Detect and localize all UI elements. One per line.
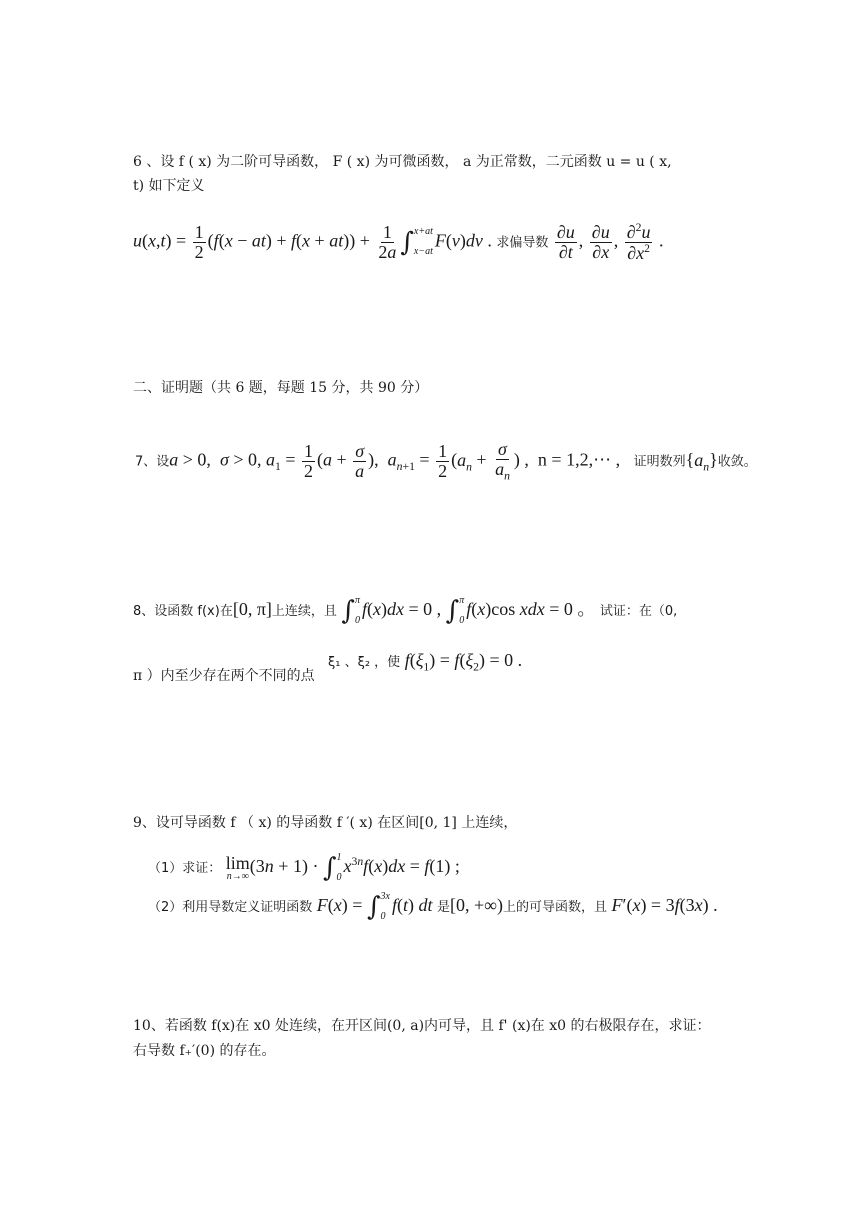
problem-9-part-1: （1）求证： lim n→∞ (3n + 1) · ∫ 1 0 $x^{3n}f(x)dx = f(1)$ ; [148, 851, 460, 883]
problem-7-tail: 收敛。 [717, 454, 757, 470]
problem-10-line-1: 10、若函数 f(x)在 x0 处连续，在开区间(0, a)内可导，且 f' (x)在 x0 的右极限存在，求证： [133, 1018, 711, 1034]
problem-8-points-formula: ξ₁ 、ξ₂ ，使 $f(\xi_1) = f(\xi_2) = 0$ . [328, 650, 523, 674]
problem-7-ask: 证明数列 [633, 454, 686, 470]
problem-6-line-2: t) 如下定义 [133, 178, 205, 194]
problem-8-points: ξ₁ 、ξ₂ ，使 [328, 655, 401, 670]
problem-9-part-1-label: （1）求证： [148, 861, 222, 876]
problem-7-label: 7、设 [135, 454, 170, 470]
problem-7-n-range: n = 1,2,⋯ , [537, 449, 621, 470]
problem-8-label: 8、设函数 f(x)在 [133, 604, 233, 620]
problem-9-line-1: 9、设可导函数 f （ x) 的导函数 f ′( x) 在区间[0, 1] 上连续， [133, 815, 518, 831]
problem-9-part-2-tail: 上的可导函数，且 [502, 900, 607, 916]
problem-8-line-1: 8、设函数 f(x)在[0, π]上连续，且 ∫ π 0 f(x)dx = 0 , ∫ π 0 f(x)cos xdx = 0 。 试证：在（0, [133, 595, 678, 626]
problem-7-formula: 7、设a > 0, σ > 0, $a_1$ = $\frac{1}{2}$ (a + $\frac{\sigma}{a}$ ), $a_{n+1}$ = $\frac{1}{2}$ ($a_n$ + $\frac{\sigma}{a_n}$ ) , n = 1,2,⋯ , 证明数列$\{a_n\}$收敛。 [135, 439, 757, 483]
problem-10-line-2: 右导数 f₊′(0) 的存在。 [133, 1043, 276, 1059]
problem-9-part-2-mid: 是 [436, 900, 450, 916]
problem-9-part-2-label: （2）利用导数定义证明函数 [148, 900, 313, 916]
problem-9-part-2: （2）利用导数定义证明函数 F(x) = ∫ 3x 0 f(t) dt 是[0, +∞)上的可导函数，且 F′(x) = 3f(3x) . [148, 891, 718, 922]
problem-6-formula: u(x,t) = $\frac{1}{2}$ (f(x − at) + f(x + at)) + $\frac{1}{2a}$ ∫ x+at x−at F(v)dv . 求偏导数 $\frac{\partial u}{\partial t}$ , $\frac{\partial u}{\partial x}$ , $\frac{\partial^2u}{\partial x^2}$ . [133, 221, 664, 263]
problem-8-interval: [0, π] [232, 599, 272, 620]
problem-8-continuous: 上连续，且 [271, 604, 337, 620]
problem-6-ask: 求偏导数 [496, 235, 549, 251]
problem-8-line-2: π ）内至少存在两个不同的点 [133, 668, 315, 684]
problem-8-ask: 试证：在（0, [599, 604, 678, 620]
problem-6-line-1: 6 、设 f ( x) 为二阶可导函数， F ( x) 为可微函数， a 为正常数，二元函数 u = u ( x, [133, 154, 672, 170]
section-2-heading: 二、证明题（共 6 题，每题 15 分，共 90 分） [133, 380, 429, 396]
